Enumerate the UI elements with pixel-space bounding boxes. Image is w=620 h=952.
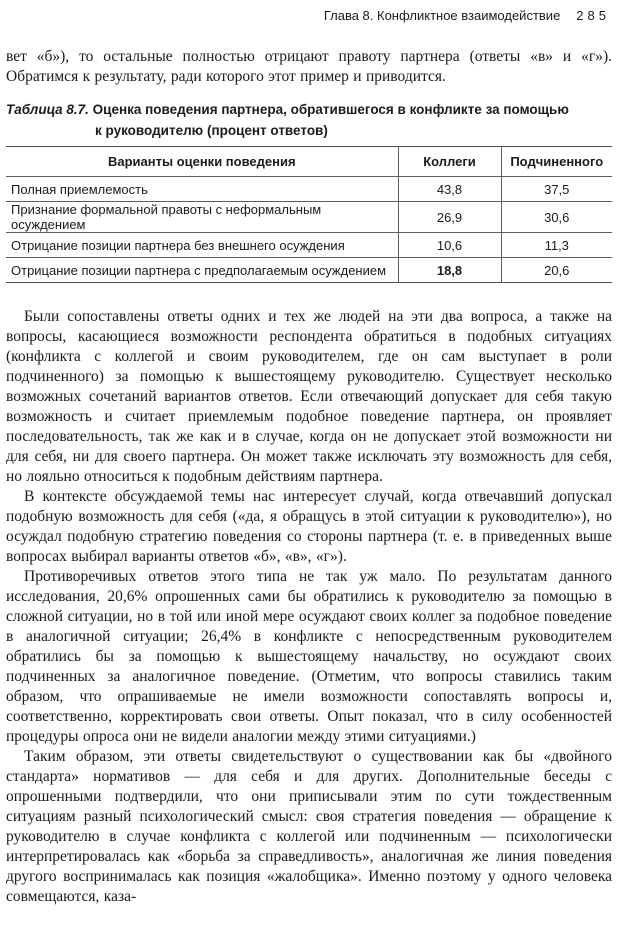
table-row [6, 202, 612, 233]
table-caption-text: Оценка поведения партнера, обратившегося в конфликте за помощью [92, 102, 569, 117]
paragraph: В контексте обсуждаемой темы нас интересует случай, когда отвечавший допускал подобную возможность для себя («да, я обращусь в этой ситуации к руководителю»), но осуждал подобную стратегию поведения со стороны партнера (т. е. в приведенных выше вопросах выбирал варианты ответов «б», «в», «г»). [6, 488, 612, 565]
paragraph: Противоречивых ответов этого типа не так уж мало. По результатам данного исследования, 20,6% опрошенных сами бы обратились к руководителю за помощью в сложной ситуации, но в той или иной мере осуждают своих коллег за подобное поведение в аналогичной ситуации; 26,4% в конфликте с непосредственным руководителем обратились бы за помощью к вышестоящему начальству, но осуждают своих подчиненных за аналогичное поведение. (Отметим, что вопросы ставились таким образом, что опрашиваемые не имели возможности сопоставлять вопросы и, соответственно, корректировать свои ответы. Опыт показал, что в силу особенностей процедуры опроса они не видели аналогии между этими ситуациями.) [6, 568, 612, 745]
table-row [6, 233, 612, 258]
value-colleagues-bold: 18,8 [398, 258, 501, 283]
running-header [6, 8, 612, 23]
value-subordinate: 37,5 [501, 177, 612, 202]
value-colleagues: 10,6 [398, 233, 501, 258]
value-subordinate: 20,6 [501, 258, 612, 283]
page-number: 285 [576, 8, 610, 23]
chapter-title: Глава 8. Конфликтное взаимодействие [323, 8, 561, 23]
column-header-variants: Варианты оценки поведения [107, 154, 296, 169]
paragraph: Таким образом, эти ответы свидетельствуют о существовании как бы «двойного стандарта» нормативов — для себя и для других. Дополнительные беседы с опрошенными подтвердили, что они приписывали этим по сути тождественным ситуациям разный психологический смысл: своя стратегия поведения — обращение к руководителю в случае конфликта с коллегой или подчиненным — психологически интерпретировалась как «борьба за справедливость», аналогичная же линия поведения другого воспринималась как позиция «жалобщика». Именно поэтому у одного человека совмещаются, каза- [6, 748, 612, 905]
table-row [6, 258, 612, 283]
table-row [6, 177, 612, 202]
table-caption-line1 [6, 99, 612, 120]
value-subordinate: 11,3 [501, 233, 612, 258]
table-caption-line2: к руководителю (процент ответов) [95, 123, 328, 138]
value-colleagues: 43,8 [398, 177, 501, 202]
value-subordinate: 30,6 [501, 202, 612, 233]
paragraph: Были сопоставлены ответы одних и тех же людей на эти два вопроса, а также на вопросы, касающиеся возможности респондента обратиться в подобных ситуациях (конфликта с коллегой и своим руководителем, где он сам выступает в роли подчиненного) за помощью к вышестоящему руководителю. Существует несколько возможных сочетаний вариантов ответов. Если отвечающий допускает для себя такую возможность и считает приемлемым подобное поведение партнера, он проявляет последовательность, так же как и в случае, когда он не допускает этой возможности ни для себя, ни для своего партнера. Он может также исключать эту возможность для себя, но лояльно относиться к подобным действиям партнера. [6, 308, 612, 485]
table-caption [6, 99, 612, 141]
value-colleagues: 26,9 [398, 202, 501, 233]
column-header-colleagues: Коллеги [398, 147, 501, 177]
results-table [6, 146, 612, 283]
paragraph-continuation: вет «б»), то остальные полностью отрицают правоту партнера (ответы «в» и «г»). Обратимся к результату, ради которого этот пример и приводится. [6, 48, 612, 85]
row-label: Признание формальной правоты с неформальным осуждением [6, 202, 398, 233]
row-label: Полная приемлемость [6, 177, 398, 202]
table-caption-label: Таблица 8.7. [6, 102, 89, 117]
table-header-row [6, 147, 612, 177]
column-header-subordinate: Подчиненного [501, 147, 612, 177]
row-label: Отрицание позиции партнера с предполагаемым осуждением [6, 258, 398, 283]
row-label: Отрицание позиции партнера без внешнего осуждения [6, 233, 398, 258]
